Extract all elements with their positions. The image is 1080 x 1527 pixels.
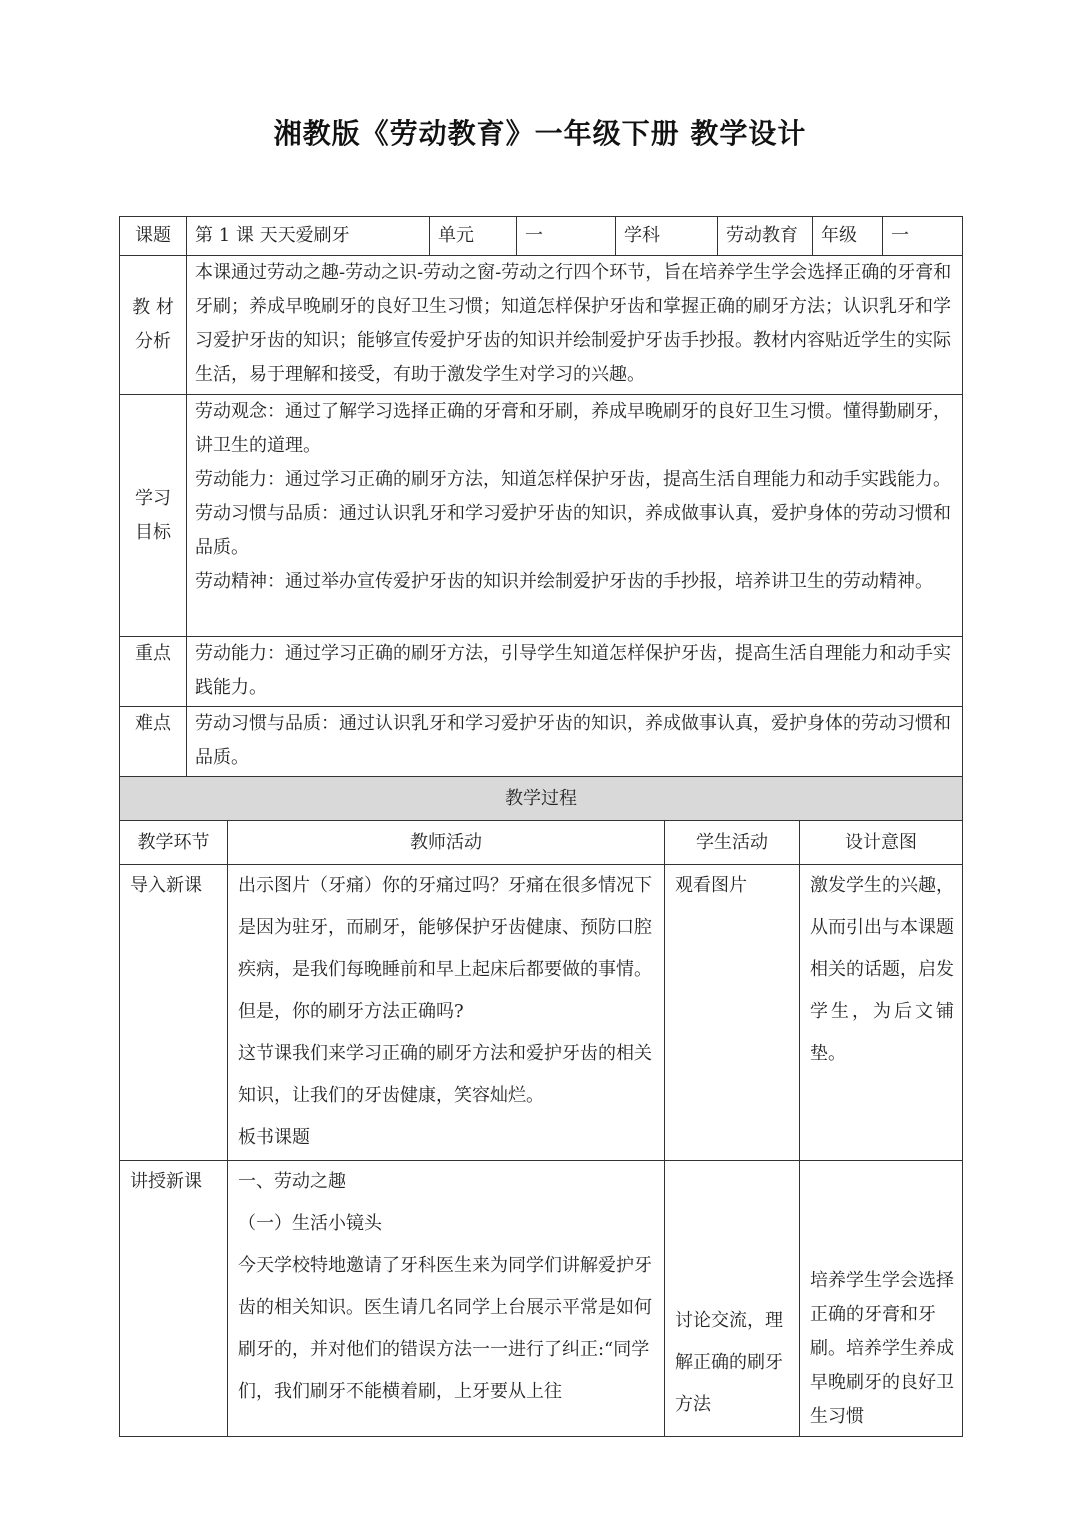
lesson-label: 课题 <box>120 217 187 256</box>
difficulty-row <box>120 707 963 777</box>
lesson-info-table <box>119 216 963 777</box>
column-header: 教学环节 <box>120 821 228 865</box>
key-point-text: 劳动能力：通过学习正确的刷牙方法，引导学生知道怎样保护牙齿，提高生活自理能力和动手实践能力。 <box>187 637 963 707</box>
goal-item: 劳动观念：通过了解学习选择正确的牙膏和牙刷，养成早晚刷牙的良好卫生习惯。懂得勤刷牙，讲卫生的道理。 <box>195 401 951 456</box>
goal-item: 劳动能力：通过学习正确的刷牙方法，知道怎样保护牙齿，提高生活自理能力和动手实践能力。 <box>195 469 951 490</box>
process-header-row <box>120 777 963 821</box>
teacher-activity-cell <box>228 865 665 1161</box>
page-title: 湘教版《劳动教育》一年级下册 教学设计 <box>273 117 807 150</box>
student-activity-cell: 讨论交流，理解正确的刷牙方法 <box>665 1161 800 1437</box>
teacher-paragraph: 一、劳动之趣 <box>238 1171 346 1192</box>
lesson-value: 第 1 课 天天爱刷牙 <box>187 217 430 256</box>
teacher-paragraph: （一）生活小镜头 <box>238 1213 382 1234</box>
info-row <box>120 217 963 256</box>
stage-cell: 讲授新课 <box>120 1161 228 1437</box>
goals-row <box>120 395 963 637</box>
teaching-process-table <box>119 776 963 1437</box>
unit-label: 单元 <box>430 217 517 256</box>
grade-label: 年级 <box>813 217 883 256</box>
difficulty-text: 劳动习惯与品质：通过认识乳牙和学习爱护牙齿的知识，养成做事认真，爱护身体的劳动习惯和品质。 <box>187 707 963 777</box>
stage-cell: 导入新课 <box>120 865 228 1161</box>
column-header: 教师活动 <box>228 821 665 865</box>
subject-label: 学科 <box>616 217 718 256</box>
teacher-paragraph: 这节课我们来学习正确的刷牙方法和爱护牙齿的相关知识，让我们的牙齿健康，笑容灿烂。 <box>238 1043 652 1106</box>
goals-text <box>187 395 963 637</box>
analysis-row <box>120 256 963 395</box>
goal-item: 劳动精神：通过举办宣传爱护牙齿的知识并绘制爱护牙齿的手抄报，培养讲卫生的劳动精神。 <box>195 571 933 592</box>
process-columns-row <box>120 821 963 865</box>
grade-value: 一 <box>883 217 963 256</box>
goal-item: 劳动习惯与品质：通过认识乳牙和学习爱护牙齿的知识，养成做事认真，爱护身体的劳动习惯和品质。 <box>195 503 951 558</box>
teacher-paragraph: 今天学校特地邀请了牙科医生来为同学们讲解爱护牙齿的相关知识。医生请几名同学上台展示平常是如何刷牙的，并对他们的错误方法一一进行了纠正:“同学们，我们刷牙不能横着刷，上牙要从上往 <box>238 1255 652 1402</box>
key-point-row <box>120 637 963 707</box>
design-intent-cell: 激发学生的兴趣，从而引出与本课题相关的话题，启发学生，为后文铺垫。 <box>800 865 963 1161</box>
unit-value: 一 <box>517 217 616 256</box>
student-activity-cell: 观看图片 <box>665 865 800 1161</box>
column-header: 设计意图 <box>800 821 963 865</box>
analysis-text: 本课通过劳动之趣-劳动之识-劳动之窗-劳动之行四个环节，旨在培养学生学会选择正确的牙膏和牙刷；养成早晚刷牙的良好卫生习惯；知道怎样保护牙齿和掌握正确的刷牙方法；认识乳牙和学习爱护牙齿的知识；能够宣传爱护牙齿的知识并绘制爱护牙齿手抄报。教材内容贴近学生的实际生活，易于理解和接受，有助于激发学生对学习的兴趣。 <box>187 256 963 395</box>
goals-label: 学习 目标 <box>120 395 187 637</box>
teacher-paragraph: 出示图片（牙痛）你的牙痛过吗？牙痛在很多情况下是因为驻牙，而刷牙，能够保护牙齿健康、预防口腔疾病，是我们每晚睡前和早上起床后都要做的事情。但是，你的刷牙方法正确吗? <box>238 875 652 1022</box>
process-row-intro <box>120 865 963 1161</box>
subject-value: 劳动教育 <box>718 217 813 256</box>
teacher-paragraph: 板书课题 <box>238 1127 310 1148</box>
process-header: 教学过程 <box>120 777 963 821</box>
column-header: 学生活动 <box>665 821 800 865</box>
teacher-activity-cell <box>228 1161 665 1437</box>
key-point-label: 重点 <box>120 637 187 707</box>
difficulty-label: 难点 <box>120 707 187 777</box>
design-intent-cell: 培养学生学会选择正确的牙膏和牙刷。培养学生养成早晚刷牙的良好卫生习惯 <box>800 1161 963 1437</box>
analysis-label: 教 材 分析 <box>120 256 187 395</box>
process-row-new-lesson <box>120 1161 963 1437</box>
